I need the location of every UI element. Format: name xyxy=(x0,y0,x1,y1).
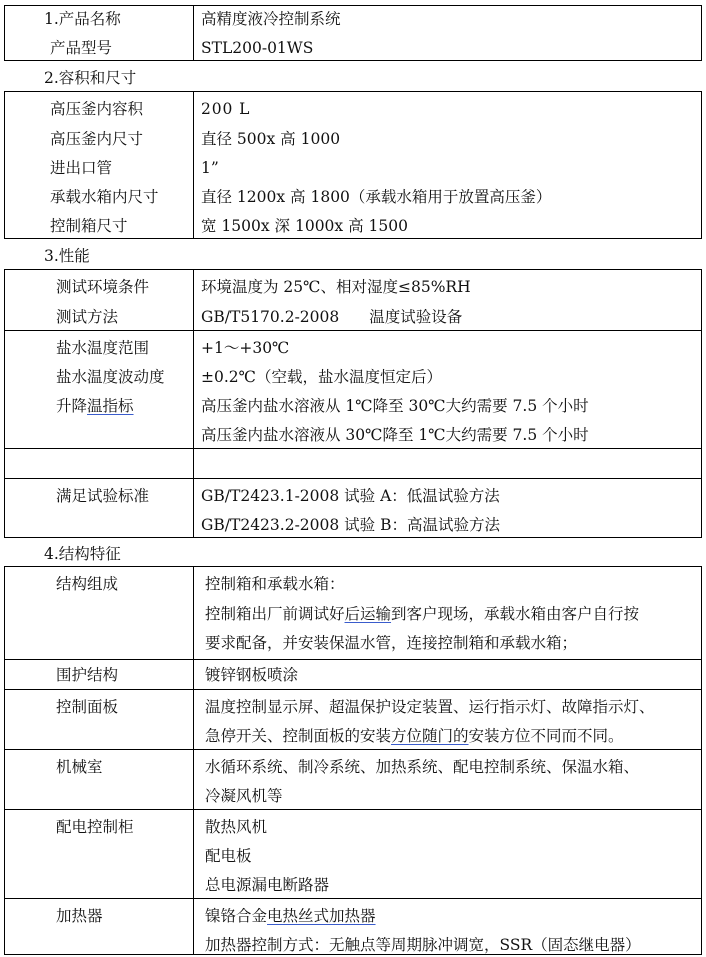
panel-row xyxy=(5,689,701,749)
product-table xyxy=(4,5,702,61)
test-method-equipment: 温度试验设备 xyxy=(369,308,463,326)
test-method-label: 测试方法 xyxy=(56,308,119,326)
rate-label: 升降温指标 xyxy=(56,397,134,415)
test-method-value xyxy=(201,307,462,327)
product-row xyxy=(5,5,701,61)
enclosure-row xyxy=(5,659,701,689)
panel-line-2: 急停开关、控制面板的安装方位随门的安装方位不同而不同。 xyxy=(205,727,624,745)
section-performance-heading: 3.性能 xyxy=(44,247,90,265)
machine-line-1: 水循环系统、制冷系统、加热系统、配电控制系统、保温水箱、 xyxy=(205,758,640,776)
perf-empty-row xyxy=(5,448,701,478)
composition-row xyxy=(5,566,701,659)
section-capacity-heading: 2.容积和尺寸 xyxy=(44,69,137,87)
machine-label: 机械室 xyxy=(56,758,103,776)
capacity-label-3: 进出口管 xyxy=(50,159,113,177)
power-line-2: 配电板 xyxy=(205,847,252,865)
capacity-value-2: 直径 500x 高 1000 xyxy=(201,130,341,148)
enclosure-value: 镀锌钢板喷涂 xyxy=(205,666,299,684)
heater-line-2: 加热器控制方式：无触点等周期脉冲调宽，SSR（固态继电器） xyxy=(205,936,641,954)
capacity-label-4: 承载水箱内尺寸 xyxy=(50,188,159,206)
rate-value-2: 高压釜内盐水溶液从 30℃降至 1℃大约需要 7.5 个小时 xyxy=(201,426,589,444)
product-name-value: 高精度液冷控制系统 xyxy=(201,10,341,28)
capacity-value-5: 宽 1500x 深 1000x 高 1500 xyxy=(201,217,408,235)
std-value-1: GB/T2423.1-2008 试验 A：低温试验方法 xyxy=(201,487,500,505)
power-row xyxy=(5,809,701,898)
fluct-value: ±0.2℃（空载，盐水温度恒定后） xyxy=(201,368,442,386)
capacity-label-5: 控制箱尺寸 xyxy=(50,217,128,235)
power-line-1: 散热风机 xyxy=(205,818,268,836)
enclosure-label: 围护结构 xyxy=(56,666,119,684)
power-line-3: 总电源漏电断路器 xyxy=(205,876,330,894)
composition-label: 结构组成 xyxy=(56,575,119,593)
test-env-label: 测试环境条件 xyxy=(56,278,150,296)
capacity-label-2: 高压釜内尺寸 xyxy=(50,130,144,148)
perf-test-row xyxy=(5,269,701,330)
std-label: 满足试验标准 xyxy=(56,487,150,505)
machine-line-2: 冷凝风机等 xyxy=(205,787,283,805)
perf-temp-row xyxy=(5,330,701,448)
composition-underlined: 后运输 xyxy=(344,605,392,623)
machine-row xyxy=(5,749,701,809)
heater-line-1: 镍铬合金电热丝式加热器 xyxy=(205,907,376,925)
capacity-value-3: 1” xyxy=(201,159,219,177)
test-env-value: 环境温度为 25℃、相对湿度≤85%RH xyxy=(201,278,471,296)
heater-row xyxy=(5,898,701,955)
panel-line-1: 温度控制显示屏、超温保护设定装置、运行指示灯、故障指示灯、 xyxy=(205,698,655,716)
capacity-value-1: 200 L xyxy=(201,100,251,118)
product-model-label: 产品型号 xyxy=(50,39,113,57)
panel-label: 控制面板 xyxy=(56,698,119,716)
panel-underlined: 方位随门的 xyxy=(391,727,469,745)
composition-line-1: 控制箱和承载水箱： xyxy=(205,575,345,593)
capacity-table xyxy=(4,91,702,239)
performance-table xyxy=(4,269,702,538)
rate-value-1: 高压釜内盐水溶液从 1℃降至 30℃大约需要 7.5 个小时 xyxy=(201,397,589,415)
heater-underlined: 电热丝式加热器 xyxy=(267,907,376,925)
capacity-value-4: 直径 1200x 高 1800（承载水箱用于放置高压釜） xyxy=(201,188,552,206)
composition-line-3: 要求配备，并安装保温水管，连接控制箱和承载水箱； xyxy=(205,634,578,652)
test-method-standard: GB/T5170.2-2008 xyxy=(201,308,340,326)
structure-table xyxy=(4,566,702,955)
capacity-row xyxy=(5,91,701,239)
std-value-2: GB/T2423.2-2008 试验 B：高温试验方法 xyxy=(201,516,500,534)
fluct-label: 盐水温度波动度 xyxy=(56,368,165,386)
section-structure-heading: 4.结构特征 xyxy=(44,545,121,563)
capacity-label-1: 高压釜内容积 xyxy=(50,100,144,118)
range-label: 盐水温度范围 xyxy=(56,339,150,357)
perf-standard-row xyxy=(5,478,701,538)
power-label: 配电控制柜 xyxy=(56,818,134,836)
heater-label: 加热器 xyxy=(56,907,103,925)
rate-label-underlined: 温指标 xyxy=(87,397,134,415)
composition-line-2: 控制箱出厂前调试好后运输到客户现场，承载水箱由客户自行按 xyxy=(205,605,640,623)
range-value: +1～+30℃ xyxy=(201,339,290,357)
product-model-value: STL200-01WS xyxy=(201,39,314,57)
product-name-label: 1.产品名称 xyxy=(44,10,121,28)
